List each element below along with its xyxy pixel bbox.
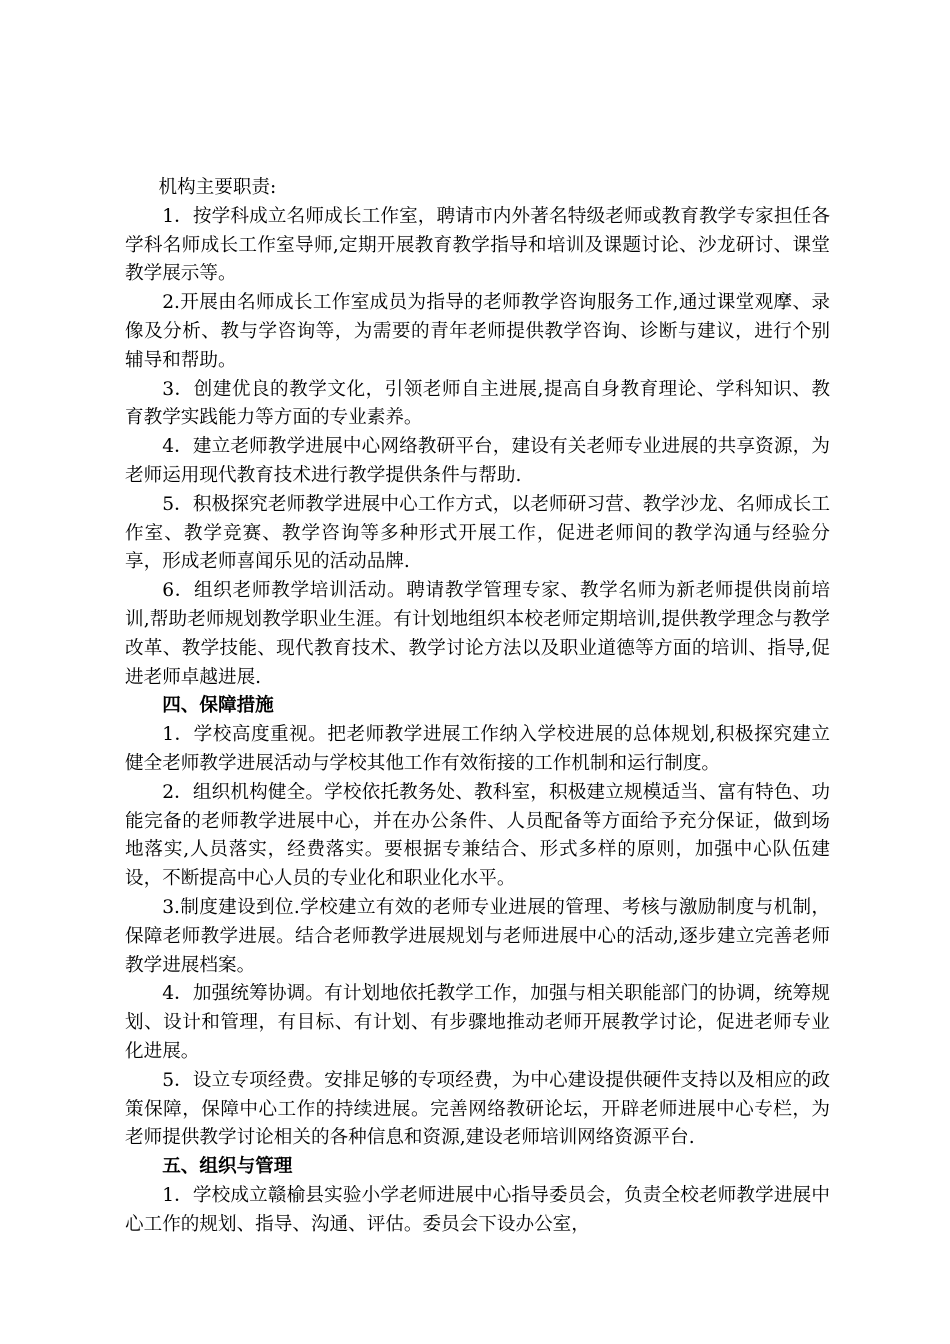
safeguard-item-4: 4．加强统筹协调。有计划地依托教学工作，加强与相关职能部门的协调，统筹规划、设计和管理，有目标、有计划、有步骤地推动老师开展教学讨论，促进老师专业化进展。 <box>125 983 830 1062</box>
duty-item-2: 2.开展由名师成长工作室成员为指导的老师教学咨询服务工作,通过课堂观摩、录像及分析、教与学咨询等，为需要的青年老师提供教学咨询、诊断与建议，进行个别辅导和帮助。 <box>125 292 830 371</box>
safeguard-item-1: 1．学校高度重视。把老师教学进展工作纳入学校进展的总体规划,积极探究建立健全老师教学进展活动与学校其他工作有效衔接的工作机制和运行制度。 <box>125 724 830 774</box>
document-page <box>125 174 830 1239</box>
duty-item-3: 3．创建优良的教学文化，引领老师自主进展,提高自身教育理论、学科知识、教育教学实践能力等方面的专业素养。 <box>125 378 830 429</box>
section-4-heading: 四、保障措施 <box>162 695 274 717</box>
safeguard-item-5: 5．设立专项经费。安排足够的专项经费，为中心建设提供硬件支持以及相应的政策保障，保障中心工作的持续进展。完善网络教研论坛，开辟老师进展中心专栏，为老师提供教学讨论相关的各种信息和资源,建设老师培训网络资源平台. <box>125 1069 830 1149</box>
safeguard-item-3: 3.制度建设到位.学校建立有效的老师专业进展的管理、考核与激励制度与机制，保障老师教学进展。结合老师教学进展规划与老师进展中心的活动,逐步建立完善老师教学进展档案。 <box>125 896 830 976</box>
section-5-heading: 五、组织与管理 <box>162 1156 293 1178</box>
duty-item-6: 6．组织老师教学培训活动。聘请教学管理专家、教学名师为新老师提供岗前培训,帮助老师规划教学职业生涯。有计划地组织本校老师定期培训,提供教学理念与教学改革、教学技能、现代教育技术、教学讨论方法以及职业道德等方面的培训、指导,促进老师卓越进展. <box>125 580 830 688</box>
management-item-1: 1．学校成立赣榆县实验小学老师进展中心指导委员会，负责全校老师教学进展中心工作的规划、指导、沟通、评估。委员会下设办公室， <box>125 1184 830 1235</box>
duty-item-5: 5．积极探究老师教学进展中心工作方式，以老师研习营、教学沙龙、名师成长工作室、教学竞赛、教学咨询等多种形式开展工作，促进老师间的教学沟通与经验分享，形成老师喜闻乐见的活动品牌. <box>125 493 830 573</box>
duty-item-1: 1．按学科成立名师成长工作室，聘请市内外著名特级老师或教育教学专家担任各学科名师成长工作室导师,定期开展教育教学指导和培训及课题讨论、沙龙研讨、课堂教学展示等。 <box>125 205 830 285</box>
duty-item-4: 4．建立老师教学进展中心网络教研平台，建设有关老师专业进展的共享资源，为老师运用现代教育技术进行教学提供条件与帮助. <box>125 436 830 486</box>
safeguard-item-2: 2．组织机构健全。学校依托教务处、教科室，积极建立规模适当、富有特色、功能完备的老师教学进展中心，并在办公条件、人员配备等方面给予充分保证，做到场地落实,人员落实，经费落实。要根据专兼结合、形式多样的原则，加强中心队伍建设，不断提高中心人员的专业化和职业化水平。 <box>125 781 830 890</box>
duties-heading: 机构主要职责: <box>158 177 277 198</box>
